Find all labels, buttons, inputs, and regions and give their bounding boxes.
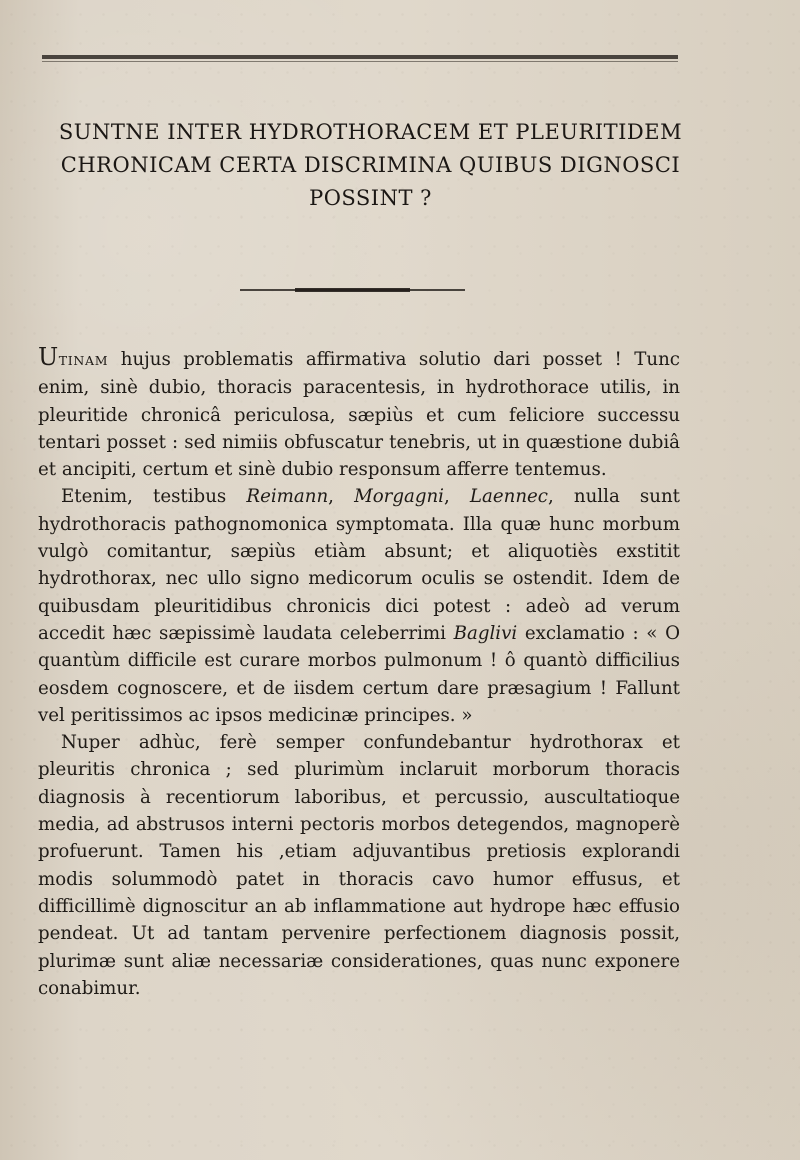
body-text (38, 345, 680, 1002)
title-line-3: POSSINT ? (309, 186, 432, 210)
separator-1: , (328, 486, 355, 508)
top-rule-thin (42, 61, 678, 62)
section-rule-thick (295, 288, 410, 292)
top-rule-thick (42, 55, 678, 59)
title-line-1: SUNTNE INTER HYDROTHORACEM ET PLEURITIDEM (58, 120, 683, 144)
paragraph-2 (38, 483, 680, 729)
paragraph-1-smallcaps: TINAM (58, 353, 109, 368)
paragraph-2-text-3: exclamatio : « O quantùm difficile est curare morbos pulmonum ! ô quantò difficilius eosdem cognoscere, et de iisdem certum dare præsagium ! Fallunt vel peritissimos ac ipsos medicinæ principes. » (38, 622, 680, 726)
separator-2: , (444, 486, 470, 508)
paragraph-1 (38, 345, 680, 483)
paragraph-3: Nuper adhùc, ferè semper confundebantur hydrothorax et pleuritis chronica ; sed plurimùm inclaruit morborum thoracis diagnosis à recentiorum laboribus, et percussio, auscultatioque media, ad abstrusos interni pectoris morbos detegendos, magnoperè profuerunt. Tamen his ,etiam adjuvantibus pretiosis explorandi modis solummodò patet in thoracis cavo humor effusus, et difficillimè dignoscitur an ab inflammatione aut hydrope hæc effusio pendeat. Ut ad tantam pervenire perfectionem diagnosis possit, plurimæ sunt aliæ necessariæ considerationes, quas nunc exponere conabimur. (38, 732, 680, 999)
title-line-2: CHRONICAM CERTA DISCRIMINA QUIBUS DIGNOSCI (60, 153, 681, 177)
top-rule (42, 55, 678, 63)
document-title (58, 116, 683, 215)
paragraph-2-text-1: Etenim, testibus (61, 486, 247, 508)
dropcap-letter: U (38, 343, 59, 371)
author-reimann: Reimann (246, 486, 329, 508)
paragraph-2-text-2: , nulla sunt hydrothoracis pathognomonica symptomata. Illa quæ hunc morbum vulgò comitantur, sæpiùs etiàm absunt; et aliquotiès exstitit hydrothorax, nec ullo signo medicorum oculis se ostendit. Idem de quibusdam pleuritidibus chronicis dici potest : adeò ad verum accedit hæc sæpissimè laudata celeberrimi (38, 486, 680, 644)
author-morgagni: Morgagni (354, 486, 445, 508)
paragraph-1-text: hujus problematis affirmativa solutio dari posset ! Tunc enim, sinè dubio, thoracis paracentesis, in hydrothorace utilis, in pleuritide chronicâ periculosa, sæpiùs et cum feliciore successu tentari posset : sed nimiis obfuscatur tenebris, ut in quæstione dubiâ et ancipiti, certum et sinè dubio responsum afferre tentemus. (38, 349, 680, 481)
author-laennec: Laennec (469, 486, 548, 508)
section-rule (225, 287, 480, 293)
author-baglivi: Baglivi (453, 622, 518, 644)
